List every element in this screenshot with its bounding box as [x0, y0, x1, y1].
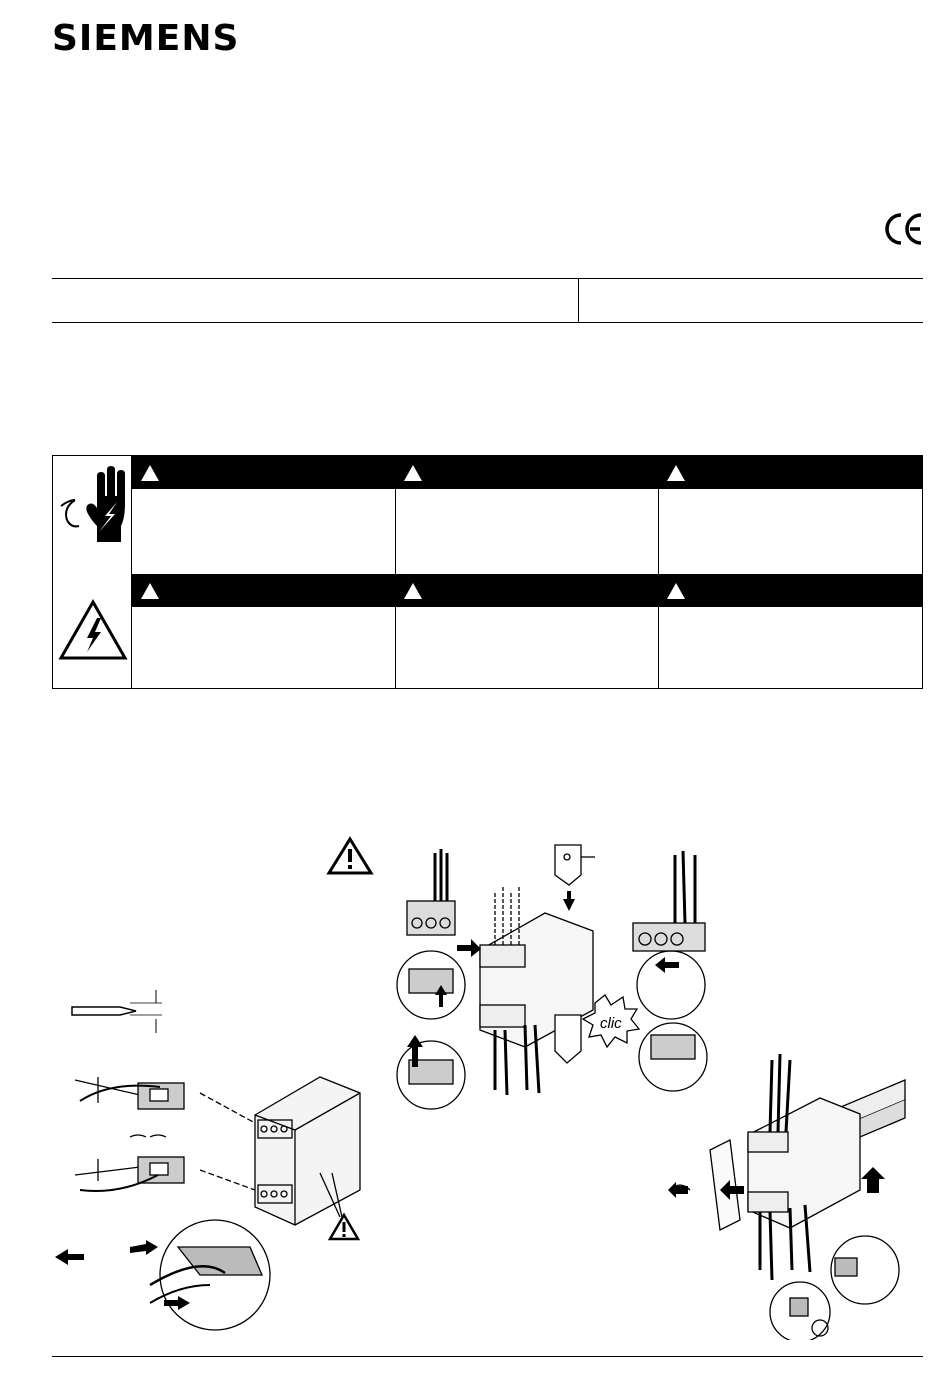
table-bottom-rule	[52, 322, 923, 323]
warning-icon-column	[53, 456, 132, 688]
warning-triangle-icon	[141, 583, 159, 599]
column-divider	[395, 456, 396, 688]
wire-insertion-upper	[75, 1077, 184, 1109]
clic-label: clic	[600, 1015, 622, 1032]
ce-mark-icon	[884, 212, 924, 246]
caution-triangle-icon	[326, 836, 374, 876]
wiring-instruction-figure	[50, 985, 380, 1335]
relay-device-illustration	[200, 1077, 360, 1225]
table-top-rule	[52, 278, 923, 279]
footer-rule	[52, 1356, 923, 1357]
warning-triangle-icon	[141, 465, 159, 481]
electric-shock-hand-icon	[53, 456, 132, 572]
high-voltage-triangle-icon	[53, 572, 132, 688]
warning-triangle-icon	[667, 465, 685, 481]
warning-triangle-icon	[404, 583, 422, 599]
danger-band-top	[132, 456, 922, 489]
warning-triangle-icon	[667, 583, 685, 599]
screwdriver-illustration	[72, 990, 162, 1033]
din-rail-mounting-figure	[660, 1040, 910, 1340]
table-divider	[578, 278, 579, 323]
column-divider	[658, 456, 659, 688]
danger-band-bottom	[132, 574, 922, 607]
siemens-logo: SIEMENS	[52, 18, 240, 59]
warning-triangle-icon	[404, 465, 422, 481]
wire-insertion-lower	[75, 1157, 184, 1191]
safety-warning-table	[52, 455, 923, 689]
terminal-detail-magnifier	[150, 1220, 270, 1330]
